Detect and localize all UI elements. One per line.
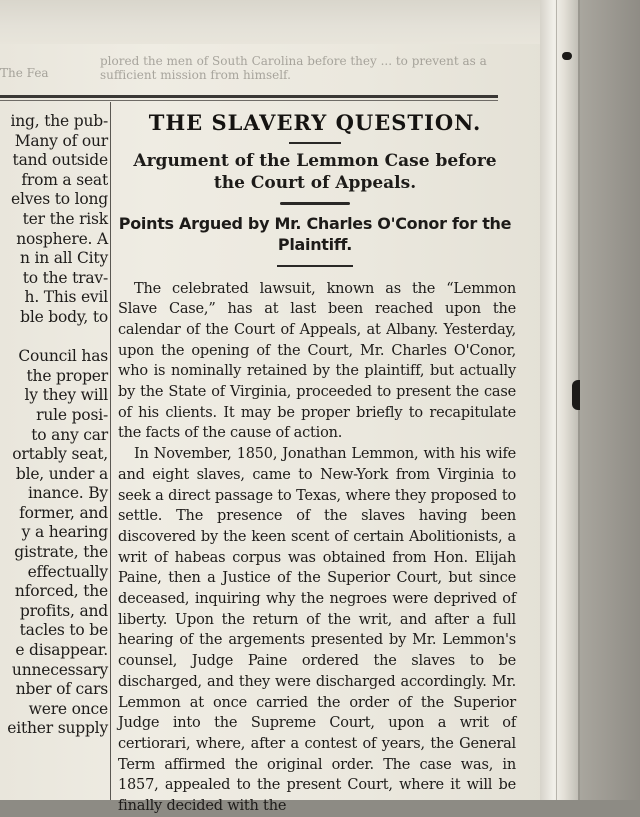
left-column-line: from a seat bbox=[21, 170, 108, 189]
left-column-line bbox=[0, 328, 108, 348]
binding-thread bbox=[562, 52, 572, 60]
bleed-left: The Fea bbox=[0, 66, 49, 80]
subhead-rule bbox=[280, 202, 350, 205]
left-column-line: inance. By bbox=[27, 484, 108, 503]
left-column-line: gistrate, the bbox=[14, 543, 108, 562]
background-margin bbox=[580, 0, 640, 800]
left-column-line: nosphere. A bbox=[16, 229, 108, 248]
left-column-line: unnecessary bbox=[11, 660, 108, 679]
left-column-line: n in all City bbox=[19, 249, 108, 268]
article-column bbox=[110, 102, 520, 815]
left-column-line: effectually bbox=[27, 562, 108, 581]
left-column-line: ble body, to bbox=[20, 307, 108, 326]
bleed-right: plored the men of South Carolina before they ... to prevent as a sufficient mission from himself. bbox=[100, 54, 487, 82]
left-column-line: e disappear. bbox=[15, 641, 108, 660]
left-column-line: elves to long bbox=[10, 190, 108, 209]
headline-rule bbox=[289, 142, 341, 144]
left-column-line: to any car bbox=[31, 425, 108, 444]
left-column-line: ble, under a bbox=[15, 464, 108, 483]
paragraph-1: The celebrated lawsuit, known as the “Lemmon Slave Case,” has at last been reached upon the calendar of the Court of Appeals, at Albany. Yesterday, upon the opening of the Court, Mr. Charles O'Conor, who is nominally retained by the plaintiff, but actually by the State of Virginia, proceeded to present the case of his clients. It may be proper briefly to recapitulate the facts of the cause of action. bbox=[118, 280, 516, 442]
left-column-line: were once bbox=[28, 699, 108, 718]
left-column-line: y a hearing bbox=[21, 523, 108, 542]
left-column-line: the proper bbox=[26, 366, 108, 385]
left-column-line: Many of our bbox=[14, 131, 108, 150]
left-column-line: tacles to be bbox=[19, 621, 108, 640]
subhead2-rule bbox=[277, 265, 353, 267]
left-column-cutoff bbox=[0, 112, 108, 802]
left-column-line: ortably seat, bbox=[12, 445, 108, 464]
left-column-line: ter the risk bbox=[22, 209, 108, 228]
left-column-line: rule posi- bbox=[36, 405, 108, 424]
article-body bbox=[118, 279, 516, 817]
left-column-line: former, and bbox=[19, 503, 108, 522]
left-column-line: ly they will bbox=[24, 386, 108, 405]
left-column-line: tand outside bbox=[12, 151, 108, 170]
article-subhead-points: Points Argued by Mr. Charles O'Conor for the Plaintiff. bbox=[118, 214, 512, 254]
top-column-rule bbox=[0, 95, 498, 98]
top-column-rule-thin bbox=[0, 100, 498, 101]
fold-crease bbox=[556, 0, 557, 800]
article-headline: THE SLAVERY QUESTION. bbox=[148, 110, 482, 135]
left-column-line: nforced, the bbox=[14, 582, 108, 601]
left-column-line: ing, the pub- bbox=[10, 112, 108, 130]
left-column-line: to the trav- bbox=[22, 268, 108, 287]
left-column-line: h. This evil bbox=[24, 288, 108, 307]
paragraph-2: In November, 1850, Jonathan Lemmon, with his wife and eight slaves, came to New-York from Virginia to seek a direct passage to Texas, where they proposed to settle. The presence of the slaves having been discovered by the keen scent of certain Abolitionists, a writ of habeas corpus was obtained from Hon. Elijah Paine, then a Justice of the Superior Court, but since deceased, inquiring why the negroes were deprived of liberty. Upon the return of the writ, and after a full hearing of the argements presented by Mr. Lemmon's counsel, Judge Paine ordered the slaves to be discharged, and they were discharged accordingly. Mr. Lemmon at once carried the order of the Superior Judge into the Supreme Court, upon a writ of certiorari, where, after a contest of years, the General Term affirmed the original order. The case was, in 1857, appealed to the present Court, where it will be finally decided with the bbox=[118, 446, 516, 815]
left-column-line: Council has bbox=[18, 347, 108, 366]
left-column-line: profits, and bbox=[19, 601, 108, 620]
left-column-line: nber of cars bbox=[15, 680, 108, 699]
article-subhead: Argument of the Lemmon Case before the Court of Appeals. bbox=[133, 151, 497, 193]
left-column-line: either supply bbox=[7, 719, 108, 738]
bleed-through-text bbox=[0, 48, 498, 92]
